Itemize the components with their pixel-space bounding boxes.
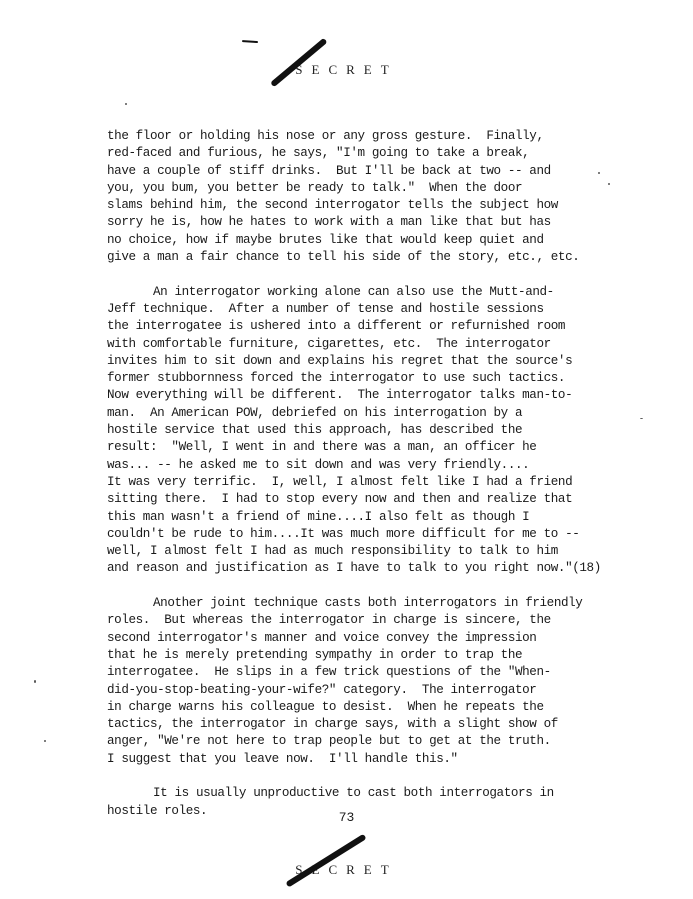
page-number: 73 [338, 810, 355, 825]
classification-dash-mark [242, 40, 258, 43]
text-line: with comfortable furniture, cigarettes, etc. The interrogator [107, 336, 551, 351]
text-line: It was very terrific. I, well, I almost felt like I had a friend [107, 474, 573, 489]
text-line: An interrogator working alone can also use the Mutt-and- [153, 284, 554, 299]
text-line: result: "Well, I went in and there was a man, an officer he [107, 440, 537, 455]
classification-header: SECRET [295, 62, 398, 77]
text-line: Another joint technique casts both interrogators in friendly [153, 596, 583, 611]
text-line: this man wasn't a friend of mine....I also felt as though I [107, 509, 530, 524]
text-line: was... -- he asked me to sit down and was very friendly.... [107, 457, 530, 472]
text-line: give a man a fair chance to tell his side of the story, etc., etc. [107, 250, 580, 265]
text-line: hostile roles. [107, 803, 208, 818]
text-line: second interrogator's manner and voice convey the impression [107, 630, 537, 645]
scan-speck [598, 172, 600, 174]
text-line: invites him to sit down and explains his regret that the source's [107, 353, 573, 368]
text-line: man. An American POW, debriefed on his interrogation by a [107, 405, 523, 420]
text-line: interrogatee. He slips in a few trick questions of the "When- [107, 665, 551, 680]
scan-speck [125, 103, 127, 105]
text-line: tactics, the interrogator in charge says, with a slight show of [107, 717, 558, 732]
paragraph [107, 595, 602, 768]
text-line: have a couple of stiff drinks. But I'll be back at two -- and [107, 163, 551, 178]
scan-speck [34, 680, 36, 683]
classification-footer: SECRET [295, 862, 398, 877]
paragraph [107, 284, 602, 578]
text-line: Now everything will be different. The interrogator talks man-to- [107, 388, 573, 403]
text-line: sitting there. I had to stop every now and then and realize that [107, 492, 573, 507]
text-line: the interrogatee is ushered into a different or refurnished room [107, 319, 566, 334]
text-line: slams behind him, the second interrogator tells the subject how [107, 198, 558, 213]
text-line: well, I almost felt I had as much responsibility to talk to him [107, 544, 558, 559]
text-line: no choice, how if maybe brutes like that would keep quiet and [107, 232, 544, 247]
text-line: sorry he is, how he hates to work with a man like that but has [107, 215, 551, 230]
text-line: the floor or holding his nose or any gross gesture. Finally, [107, 129, 544, 143]
text-line: former stubbornness forced the interrogator to use such tactics. [107, 371, 566, 386]
scan-speck [608, 183, 610, 185]
text-line: red-faced and furious, he says, "I'm going to take a break, [107, 146, 530, 161]
text-line: you, you bum, you better be ready to talk." When the door [107, 180, 523, 195]
text-line: couldn't be rude to him....It was much more difficult for me to -- [107, 526, 580, 541]
text-line: I suggest that you leave now. I'll handle this." [107, 751, 458, 766]
text-line: roles. But whereas the interrogator in charge is sincere, the [107, 613, 551, 628]
scan-speck [44, 740, 46, 742]
classification-redaction-mark [285, 834, 366, 888]
text-line: anger, "We're not here to trap people but to get at the truth. [107, 734, 551, 749]
text-line: in charge warns his colleague to desist. When he repeats the [107, 699, 544, 714]
text-line: It is usually unproductive to cast both interrogators in [153, 786, 554, 801]
text-line: that he is merely pretending sympathy in order to trap the [107, 647, 523, 662]
text-line: and reason and justification as I have to talk to you right now."(18) [107, 561, 601, 576]
text-line: did-you-stop-beating-your-wife?" category. The interrogator [107, 682, 537, 697]
text-line: hostile service that used this approach, has described the [107, 423, 523, 438]
paragraph [107, 128, 602, 266]
document-body [107, 128, 602, 820]
scan-speck [640, 418, 643, 419]
text-line: Jeff technique. After a number of tense and hostile sessions [107, 301, 544, 316]
